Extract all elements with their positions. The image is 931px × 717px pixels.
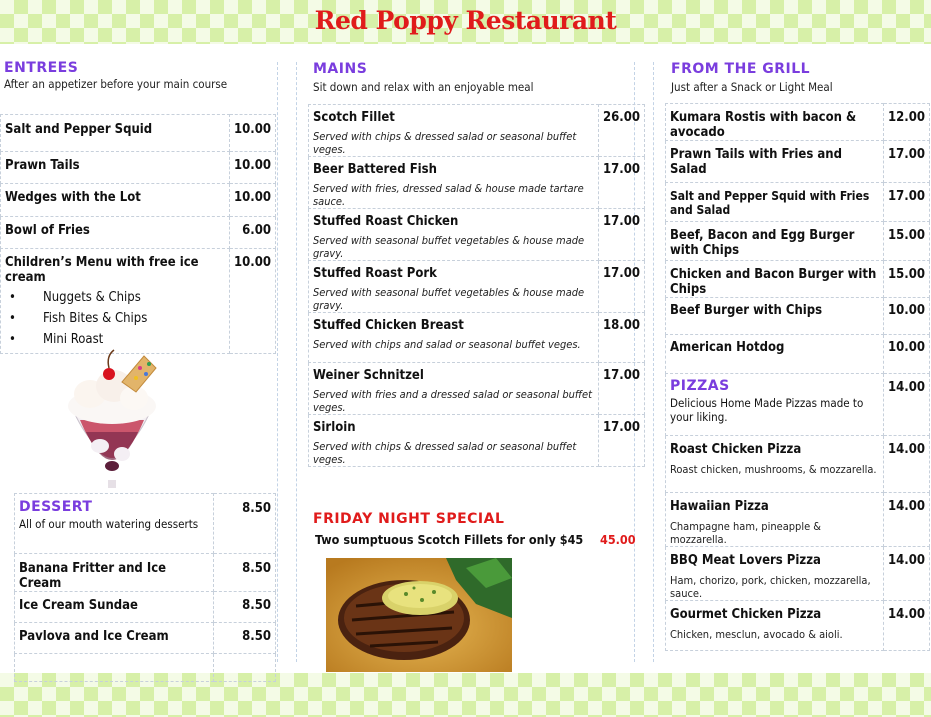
main-name: Beer Battered Fish [313,162,437,177]
main-name: Sirloin [313,420,356,435]
entree-name: Prawn Tails [1,152,230,184]
main-name: Stuffed Roast Pork [313,266,437,281]
empty-cell [214,654,276,682]
special-description: Two sumptuous Scotch Fillets for only $45 [315,532,584,547]
entree-row [1,217,276,249]
pizza-cell [666,601,884,651]
pizza-row [666,436,930,493]
grill-name: Prawn Tails with Fries and Salad [666,141,884,183]
dessert-row [15,623,276,654]
entree-row [1,184,276,217]
pizzas-subtitle: Delicious Home Made Pizzas made to your liking. [670,396,864,424]
grill-row [666,222,930,261]
kids-menu-row [1,249,276,354]
grill-row [666,335,930,374]
dessert-item-price: 8.50 [214,592,276,623]
entree-name: Salt and Pepper Squid [1,115,230,152]
main-cell [309,157,599,209]
main-cell [309,261,599,313]
main-cell [309,363,599,415]
main-price: 18.00 [599,313,645,363]
grill-price: 10.00 [884,298,930,335]
main-description: Served with fries and a dressed salad or seasonal buffet veges. [313,388,593,414]
entrees-subtitle: After an appetizer before your main course [4,77,228,91]
pizzas-heading: PIZZAS [670,378,730,394]
dessert-table [14,493,276,682]
main-row [309,157,645,209]
dessert-price: 8.50 [214,494,276,554]
pizzas-header-row [666,374,930,436]
main-name: Weiner Schnitzel [313,368,424,383]
pizza-price: 14.00 [884,547,930,601]
main-name: Stuffed Roast Chicken [313,214,459,229]
main-cell [309,415,599,467]
grill-row [666,141,930,183]
dessert-name: Banana Fritter and Ice Cream [15,554,214,592]
grill-row [666,261,930,298]
main-row [309,363,645,415]
grill-price: 15.00 [884,222,930,261]
dessert-name: Pavlova and Ice Cream [15,623,214,654]
restaurant-title: Red Poppy Restaurant [314,6,617,35]
pizzas-header-cell [666,374,884,436]
dessert-subtitle: All of our mouth watering desserts [19,517,199,531]
kids-option: • Fish Bites & Chips [9,311,225,332]
pizza-row [666,493,930,547]
entrees-table [0,114,276,354]
mains-table [308,104,645,467]
grill-name: Chicken and Bacon Burger with Chips [666,261,884,298]
pizza-description: Champagne ham, pineapple & mozzarella. [670,520,822,546]
dessert-name: Ice Cream Sundae [15,592,214,623]
dessert-header-row [15,494,276,554]
pizza-name: Gourmet Chicken Pizza [670,607,822,622]
entree-price: 10.00 [230,184,276,217]
grill-price: 15.00 [884,261,930,298]
grill-price: 10.00 [884,335,930,374]
main-price: 17.00 [599,363,645,415]
main-price: 26.00 [599,105,645,157]
pizza-description: Chicken, mesclun, avocado & aioli. [670,628,843,641]
main-row [309,209,645,261]
dessert-item-price: 8.50 [214,554,276,592]
mains-heading: MAINS [313,61,368,77]
kids-option: • Nuggets & Chips [9,290,225,311]
kids-menu-name: Children’s Menu with free ice cream [5,255,199,285]
grill-name: Salt and Pepper Squid with Fries and Salad [666,183,884,222]
grill-row [666,104,930,141]
pizza-price: 14.00 [884,493,930,547]
entree-price: 10.00 [230,115,276,152]
main-description: Served with seasonal buffet vegetables & house made gravy. [313,234,585,260]
pizza-description: Ham, chorizo, pork, chicken, mozzarella, sauce. [670,574,871,600]
grill-name: Beef, Bacon and Egg Burger with Chips [666,222,884,261]
pizza-row [666,547,930,601]
pizza-cell [666,547,884,601]
grill-name: Kumara Rostis with bacon & avocado [666,104,884,141]
grill-name: American Hotdog [666,335,884,374]
grill-price: 17.00 [884,183,930,222]
main-price: 17.00 [599,157,645,209]
main-row [309,261,645,313]
kids-menu-cell [1,249,230,354]
main-row [309,313,645,363]
grill-row [666,298,930,335]
kids-option: • Mini Roast [9,332,225,353]
pizza-row [666,601,930,651]
grill-price: 17.00 [884,141,930,183]
main-price: 17.00 [599,415,645,467]
entrees-heading: ENTREES [4,60,79,76]
dessert-heading: DESSERT [19,499,93,515]
dessert-empty-row [15,654,276,682]
main-cell [309,313,599,363]
special-price: 45.00 [600,532,636,547]
pizzas-price: 14.00 [884,374,930,436]
dessert-header-cell [15,494,214,554]
main-name: Stuffed Chicken Breast [313,318,464,333]
special-heading: FRIDAY NIGHT SPECIAL [313,511,505,527]
pizza-price: 14.00 [884,436,930,493]
main-row [309,415,645,467]
entree-row [1,115,276,152]
ice-cream-sundae-image [52,346,172,492]
main-description: Served with chips and salad or seasonal buffet veges. [313,338,581,351]
main-description: Served with seasonal buffet vegetables & house made gravy. [313,286,585,312]
main-cell [309,105,599,157]
pizza-cell [666,493,884,547]
empty-cell [15,654,214,682]
main-description: Served with chips & dressed salad or seasonal buffet veges. [313,440,577,466]
dessert-item-price: 8.50 [214,623,276,654]
grill-subtitle: Just after a Snack or Light Meal [671,80,833,94]
grill-row [666,183,930,222]
grill-heading: FROM THE GRILL [671,61,811,77]
pizza-cell [666,436,884,493]
main-description: Served with chips & dressed salad or seasonal buffet veges. [313,130,577,156]
dessert-row [15,592,276,623]
pizza-name: Hawaiian Pizza [670,499,769,514]
entree-price: 10.00 [230,152,276,184]
main-name: Scotch Fillet [313,110,395,125]
main-cell [309,209,599,261]
kids-menu-price: 10.00 [230,249,276,354]
column-divider [277,62,278,662]
main-price: 17.00 [599,209,645,261]
pizza-name: Roast Chicken Pizza [670,442,802,457]
grill-price: 12.00 [884,104,930,141]
steak-image [326,558,512,672]
pizza-description: Roast chicken, mushrooms, & mozzarella. [670,463,877,476]
entree-row [1,152,276,184]
mains-subtitle: Sit down and relax with an enjoyable meal [313,80,534,94]
kids-options-list [5,290,225,353]
column-divider [653,62,654,662]
grill-name: Beef Burger with Chips [666,298,884,335]
main-row [309,105,645,157]
entree-name: Wedges with the Lot [1,184,230,217]
grill-table [665,103,930,651]
entree-name: Bowl of Fries [1,217,230,249]
dessert-row [15,554,276,592]
main-price: 17.00 [599,261,645,313]
pizza-name: BBQ Meat Lovers Pizza [670,553,821,568]
column-divider [296,62,297,662]
pizza-price: 14.00 [884,601,930,651]
entree-price: 6.00 [230,217,276,249]
main-description: Served with fries, dressed salad & house made tartare sauce. [313,182,584,208]
